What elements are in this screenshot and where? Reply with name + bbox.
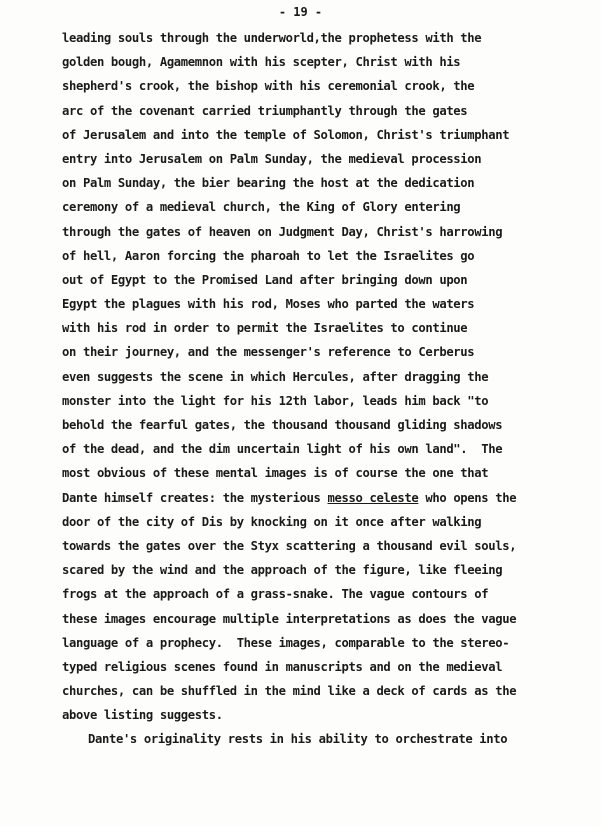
text-line: shepherd's crook, the bishop with his ceremonial crook, the bbox=[62, 79, 475, 94]
paragraph-start-line: Dante's originality rests in his ability to orchestrate into bbox=[88, 732, 508, 747]
text-line: monster into the light for his 12th labor, leads him back "to bbox=[62, 393, 489, 408]
text-line: out of Egypt to the Promised Land after bringing down upon bbox=[62, 272, 468, 287]
text-line: churches, can be shuffled in the mind like a deck of cards as the bbox=[62, 684, 517, 699]
text-line: arc of the covenant carried triumphantly through the gates bbox=[62, 103, 468, 118]
text-line: entry into Jerusalem on Palm Sunday, the medieval procession bbox=[62, 151, 482, 166]
text-line: even suggests the scene in which Hercules, after dragging the bbox=[62, 369, 489, 384]
text-line-messo-celeste bbox=[62, 486, 592, 510]
text-line: ceremony of a medieval church, the King of Glory entering bbox=[62, 200, 461, 215]
page-number: - 19 - bbox=[278, 5, 323, 19]
text-segment: who opens the bbox=[418, 490, 517, 505]
text-line: through the gates of heaven on Judgment Day, Christ's harrowing bbox=[62, 224, 503, 239]
text-line: leading souls through the underworld,the prophetess with the bbox=[62, 31, 482, 45]
body-text bbox=[62, 26, 592, 752]
underlined-term: messo celeste bbox=[327, 490, 419, 505]
text-line: on their journey, and the messenger's reference to Cerberus bbox=[62, 345, 475, 360]
text-line: scared by the wind and the approach of the figure, like fleeing bbox=[62, 563, 503, 578]
text-line: most obvious of these mental images is of course the one that bbox=[62, 466, 489, 481]
text-line: of the dead, and the dim uncertain light of his own land". The bbox=[62, 442, 503, 457]
text-line: on Palm Sunday, the bier bearing the host at the dedication bbox=[62, 176, 475, 191]
text-line: typed religious scenes found in manuscripts and on the medieval bbox=[62, 659, 503, 674]
text-line: behold the fearful gates, the thousand thousand gliding shadows bbox=[62, 418, 503, 432]
text-segment: Dante himself creates: the mysterious bbox=[62, 490, 328, 505]
text-line: Egypt the plagues with his rod, Moses who parted the waters bbox=[62, 297, 475, 312]
text-line: these images encourage multiple interpretations as does the vague bbox=[62, 611, 517, 626]
text-line: frogs at the approach of a grass-snake. The vague contours of bbox=[62, 587, 489, 602]
text-line: language of a prophecy. These images, comparable to the stereo- bbox=[62, 635, 510, 650]
text-line: of hell, Aaron forcing the pharoah to let the Israelites go bbox=[62, 248, 475, 263]
text-line: towards the gates over the Styx scattering a thousand evil souls, bbox=[62, 538, 517, 553]
text-line: of Jerusalem and into the temple of Solomon, Christ's triumphant bbox=[62, 127, 510, 142]
text-line: with his rod in order to permit the Israelites to continue bbox=[62, 321, 468, 336]
text-line: door of the city of Dis by knocking on it once after walking bbox=[62, 514, 482, 529]
text-line: above listing suggests. bbox=[62, 708, 223, 723]
text-line: golden bough, Agamemnon with his scepter, Christ with his bbox=[62, 55, 461, 70]
